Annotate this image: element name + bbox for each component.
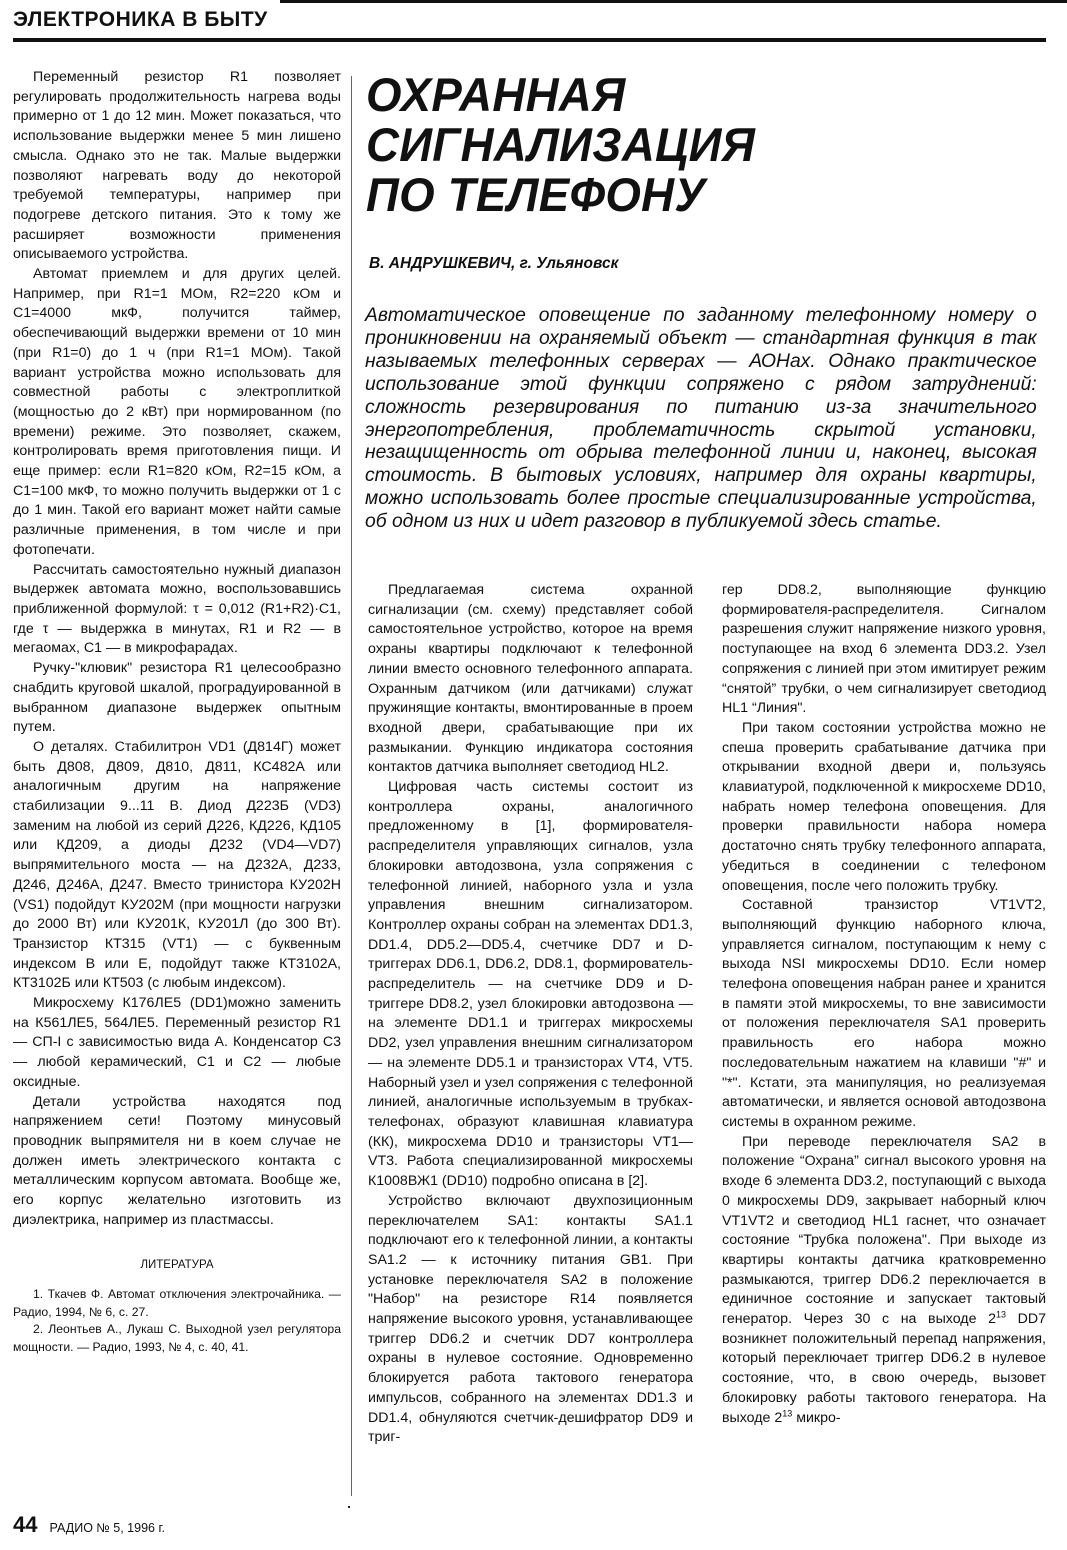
page-footer: [13, 1512, 165, 1538]
paragraph-continuation: гер DD8.2, выполняющие функцию формирователя-распределителя. Сигналом разрешения служит напряжение низкого уровня, поступающее на вход 6 элемента DD3.2. Узел сопряжения с линией при этом имитирует режим “снятой” трубки, о чем сигнализирует светодиод HL1 “Линия".: [722, 582, 1046, 717]
section-header-rule: [13, 38, 1046, 42]
paragraph: Переменный резистор R1 позволяет регулировать продолжительность нагрева воды примерно от 1 до 12 мин. Может показаться, что использование выдержки менее 5 мин лишено смысла. Однако это не так. Малые выдержки позволяют нагревать воду до некоторой требуемой температуры, например при подогреве детского питания. Это к тому же расширяет возможности применения описываемого устройства.: [13, 69, 341, 263]
text-run: При переводе переключателя SA2 в положение “Охрана” сигнал высокого уровня на входе 6 элемента DD3.2, поступающий с выхода 0 микросхемы DD9, закрывает наборный ключ VT1VT2 и светодиод HL1 гаснет, что означает состояние “Трубка положена". При выходе из квартиры контакты датчика кратковременно размыкаются, триггер DD6.2 переключается в единичное состояние и запускает тактовый генератор. Через 30 с на выходе 2: [722, 1133, 1046, 1328]
paragraph: При таком состоянии устройства можно не спеша проверить срабатывание датчика при открывании входной двери и, пользуясь клавиатурой, подключенной к микросхеме DD10, набрать номер телефона оповещения. Для проверки правильности набора номера достаточно снять трубку телефонного аппарата, убедиться в соединении с телефоном оповещения, после чего положить трубку.: [722, 719, 1046, 894]
author-byline: В. АНДРУШКЕВИЧ, г. Ульяновск: [369, 255, 619, 272]
paragraph: Составной транзистор VT1VT2, выполняющий функцию наборного ключа, управляется сигналом, поступающим к нему с выхода NSI микросхемы DD10. Если номер телефона оповещения набран ранее и хранится в памяти этой микросхемы, то вне зависимости от положения переключателя SA1 проверить правильность его набора можно последовательным нажатием на клавиши "#" и "*". Кстати, эта манипуляция, но реализуемая автоматически, и является основой автодозвона системы в охранном режиме.: [722, 897, 1046, 1130]
page-number: 44: [13, 1512, 38, 1537]
section-header: ЭЛЕКТРОНИКА В БЫТУ: [13, 8, 268, 31]
paragraph: Цифровая часть системы состоит из контроллера охраны, аналогичного предложенному в [1], формирователя-распределителя управляющих сигналов, узла блокировки автодозвона, узла сопряжения с телефонной линией, наборного узла и узла управления внешним сигнализатором. Контроллер охраны собран на элементах DD1.3, DD1.4, DD5.2—DD5.4, счетчике DD7 и D-триггерах DD6.1, DD6.2, DD8.1, формирователь-распределитель — на счетчике DD9 и D-триггере DD8.2, узел блокировки автодозвона — на элементе DD1.1 и триггерах микросхемы DD2, узел управления внешним сигнализатором — на элементе DD5.1 и транзисторах VT4, VT5. Наборный узел и узел сопряжения с телефонной линией, аналогичные используемым в трубках-телефонах, образуют клавишная клавиатура (КК), микросхема DD10 и транзисторы VT1—VT3. Работа специализированной микросхемы К1008ВЖ1 (DD10) подробно описана в [2].: [368, 779, 693, 1190]
title-line: ОХРАННАЯ: [366, 68, 626, 121]
superscript: 13: [995, 1309, 1006, 1320]
text-run: микро-: [792, 1409, 841, 1426]
article-title: [366, 70, 755, 220]
paragraph: Детали устройства находятся под напряжением сети! Поэтому минусовый проводник выпрямителя ни в коем случае не должен иметь электрического контакта с металлическим корпусом автомата. Вообще же, его корпус желательно изготовить из диэлектрика, например из пластмассы.: [13, 1093, 341, 1228]
column-divider: [351, 76, 352, 1496]
superscript: 13: [782, 1407, 793, 1418]
page-top-edge-rule: [280, 0, 1067, 3]
publication-source: РАДИО № 5, 1996 г.: [49, 1521, 165, 1535]
literature-heading: ЛИТЕРАТУРА: [140, 1259, 214, 1272]
paragraph: Ручку-"клювик" резистора R1 целесообразно снабдить круговой шкалой, проградуированной в выбранном диапазоне выдержек опытным путем.: [13, 660, 341, 736]
print-speck: [348, 1506, 350, 1508]
paragraph: Автомат приемлем и для других целей. Например, при R1=1 МОм, R2=220 кОм и С1=4000 мкФ, получится таймер, обеспечивающий выдержки времени от 10 мин (при R1=0) до 1 ч (при R1=1 МОм). Такой вариант устройства можно использовать для совместной работы с электроплиткой (мощностью до 2 кВт) при нормированном (по времени) режиме. Это позволяет, скажем, контролировать время приготовления пищи. И еще пример: если R1=820 кОм, R2=15 кОм, а С1=100 мкФ, то можно получить выдержки от 1 с до 1 мин. Такой его вариант может найти самые различные применения, в том числе и при фотопечати.: [13, 266, 341, 558]
text-run: DD7 возникнет положительный перепад напряжения, который переключает триггер DD6.2 в нулевое состояние, что, в свою очередь, вызовет блокировку работы тактового генератора. На выходе 2: [722, 1311, 1047, 1426]
left-column-previous-article: [13, 68, 341, 1356]
paragraph: Микросхему К176ЛЕ5 (DD1)можно заменить на К561ЛЕ5, 564ЛЕ5. Переменный резистор R1 — СП-I с зависимостью вида А. Конденсатор С3 — любой керамический, С1 и С2 — любые оксидные.: [13, 995, 341, 1090]
literature-item: 2. Леонтьев А., Лукаш С. Выходной узел регулятора мощности. — Радио, 1993, № 4, с. 40, 41.: [13, 1322, 341, 1354]
article-column-middle: [368, 581, 693, 1448]
paragraph: Рассчитать самостоятельно нужный диапазон выдержек автомата можно, воспользовавшись приближенной формулой: τ = 0,012 (R1+R2)·C1, где τ — выдержка в минутах, R1 и R2 — в мегаомах, С1 — в микрофарадах.: [13, 561, 341, 657]
paragraph: О деталях. Стабилитрон VD1 (Д814Г) может быть Д808, Д809, Д810, Д811, КС482А или аналогичным другим на напряжение стабилизации 9...11 В. Диод Д223Б (VD3) заменим на любой из серий Д226, КД226, КД105 или КД209, а диоды Д232 (VD4—VD7) выпрямительного моста — на Д232А, Д233, Д246, Д246А, Д247. Вместо тринистора КУ202Н (VS1) подойдут КУ202М (при мощности нагрузки до 2000 Вт) или КУ201К, КУ201Л (до 300 Вт). Транзистор КТ315 (VT1) — с буквенным индексом В или Е, подойдут также КТ3102А, КТ3102Б или КТ503 (с любым индексом).: [13, 738, 341, 992]
literature-item: 1. Ткачев Ф. Автомат отключения электрочайника. — Радио, 1994, № 6, с. 27.: [13, 1287, 341, 1319]
paragraph: Предлагаемая система охранной сигнализации (см. схему) представляет собой самостоятельное устройство, которое на время охраны квартиры подключают к телефонной линии вместо основного телефонного аппарата. Охранным датчиком (или датчиками) служат пружинящие контакты, вмонтированные в проем входной двери, срабатывающие при их размыкании. Функцию индикатора состояния контактов датчика выполняет светодиод HL2.: [368, 582, 693, 776]
title-line: СИГНАЛИЗАЦИЯ: [366, 118, 756, 171]
article-lead: Автоматическое оповещение по заданному телефонному номеру о проникновении на охраняемый объект — стандартная функция в так называемых телефонных серверах — АОНах. Однако практическое использование этой функции сопряжено с рядом затруднений: сложность резервирования по питанию из-за значительного энергопотребления, проблематичность скрытой установки, незащищенность от обрыва телефонной линии и, наконец, высокая стоимость. В бытовых условиях, например для охраны квартиры, можно использовать более простые специализированные устройства, об одном из них и идет разговор в публикуемой здесь статье.: [365, 304, 1037, 533]
paragraph: Устройство включают двухпозиционным переключателем SA1: контакты SA1.1 подключают его к телефонной линии, а контакты SA1.2 — к источнику питания GB1. При установке переключателя SA2 в положение "Набор" на резисторе R14 появляется напряжение высокого уровня, устанавливающее триггер DD6.2 и счетчик DD7 контроллера охраны в нулевое состояние. Одновременно блокируется работа тактового генератора импульсов, собранного на элементах DD1.3 и DD1.4, обнуляются счетчик-дешифратор DD9 и триг-: [368, 1192, 693, 1446]
paragraph: [722, 1133, 1046, 1429]
article-column-right: [722, 581, 1046, 1428]
title-line: ПО ТЕЛЕФОНУ: [366, 168, 706, 221]
